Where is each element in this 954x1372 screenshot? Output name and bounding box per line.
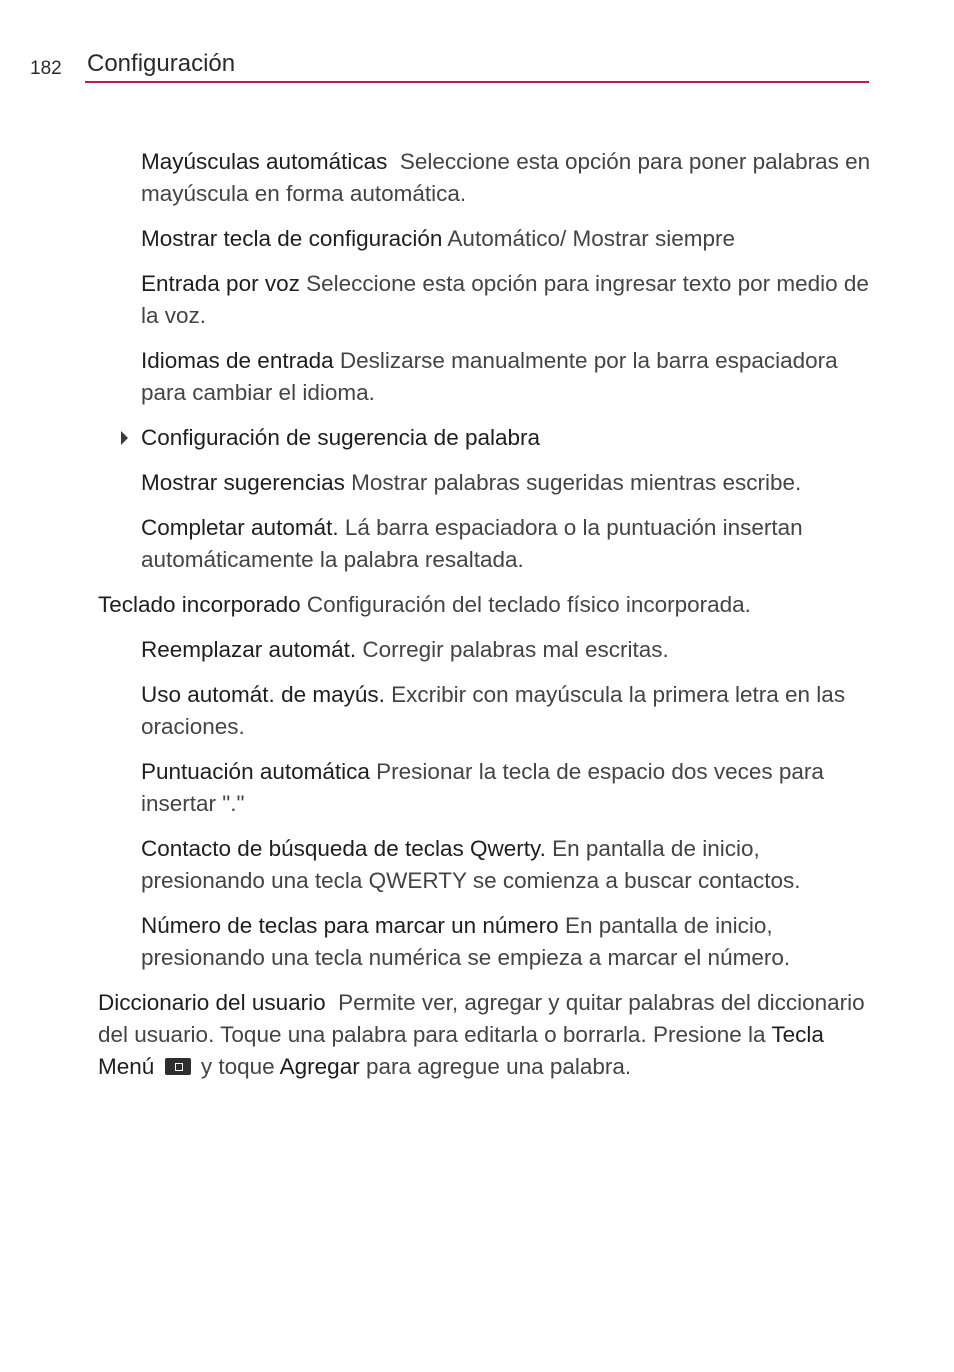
entry-contacto <box>141 833 873 897</box>
page-number: 182 <box>30 58 62 79</box>
entry-diccionario <box>98 987 873 1083</box>
entry-term: Teclado incorporado <box>98 592 301 617</box>
entry-term: Mostrar tecla de configuración <box>141 226 443 251</box>
header-rule <box>85 81 869 83</box>
entry-teclado <box>98 589 873 621</box>
entry-description: Mostrar palabras sugeridas mientras escribe. <box>351 470 802 495</box>
entry-term: Entrada por voz <box>141 271 300 296</box>
menu-key-icon <box>165 1058 191 1075</box>
entry-numero <box>141 910 873 974</box>
entry-description: Excribir con mayúscula la primera letra en las oraciones. <box>141 682 846 739</box>
entry-description: Presionar la tecla de espacio dos veces para insertar "." <box>141 759 824 816</box>
entry-term: Contacto de búsqueda de teclas Qwerty. <box>141 836 546 861</box>
entry-description-end: para agregue una palabra. <box>365 1054 632 1079</box>
entry-puntuacion <box>141 756 873 820</box>
entry-entrada-voz <box>141 268 873 332</box>
caret-right-icon <box>121 431 128 445</box>
entry-description: Seleccione esta opción para ingresar texto por medio de la voz. <box>141 271 869 328</box>
entry-idiomas <box>141 345 873 409</box>
subsection-heading-text: Configuración de sugerencia de palabra <box>141 425 541 450</box>
entry-reemplazar <box>141 634 873 666</box>
entry-term: Reemplazar automát. <box>141 637 357 662</box>
entry-term: Completar automát. <box>141 515 339 540</box>
entry-description: Automático/ Mostrar siempre <box>447 226 736 251</box>
page-content <box>98 146 873 1096</box>
entry-description-cont: y toque <box>200 1054 275 1079</box>
entry-tecla-config <box>141 223 873 255</box>
entry-description: Configuración del teclado físico incorporada. <box>306 592 751 617</box>
subsection-heading <box>141 422 873 454</box>
entry-uso-mayus <box>141 679 873 743</box>
entry-description: En pantalla de inicio, presionando una tecla QWERTY se comienza a buscar contactos. <box>141 836 801 893</box>
entry-term: Uso automát. de mayús. <box>141 682 385 707</box>
entry-term: Mostrar sugerencias <box>141 470 345 495</box>
entry-term: Diccionario del usuario <box>98 990 326 1015</box>
section-title: Configuración <box>87 50 236 77</box>
entry-completar <box>141 512 873 576</box>
menu-key-label: Tecla Menú <box>98 1022 824 1079</box>
page-header <box>30 50 870 84</box>
entry-term: Número de teclas para marcar un número <box>141 913 559 938</box>
entry-description: Permite ver, agregar y quitar palabras del diccionario del usuario. Toque una palabra para editarla o borrarla. Presione la <box>98 990 865 1047</box>
entry-term: Idiomas de entrada <box>141 348 334 373</box>
entry-term: Mayúsculas automáticas <box>141 149 388 174</box>
entry-description: Seleccione esta opción para poner palabras en mayúscula en forma automática. <box>141 149 871 206</box>
entry-description: Corregir palabras mal escritas. <box>362 637 669 662</box>
entry-description: Deslizarse manualmente por la barra espaciadora para cambiar el idioma. <box>141 348 838 405</box>
agregar-label: Agregar <box>279 1054 360 1079</box>
entry-description: En pantalla de inicio, presionando una tecla numérica se empieza a marcar el número. <box>141 913 791 970</box>
entry-description: Lá barra espaciadora o la puntuación insertan automáticamente la palabra resaltada. <box>141 515 803 572</box>
entry-mayusculas <box>141 146 873 210</box>
entry-mostrar-sugerencias <box>141 467 873 499</box>
entry-term: Puntuación automática <box>141 759 370 784</box>
